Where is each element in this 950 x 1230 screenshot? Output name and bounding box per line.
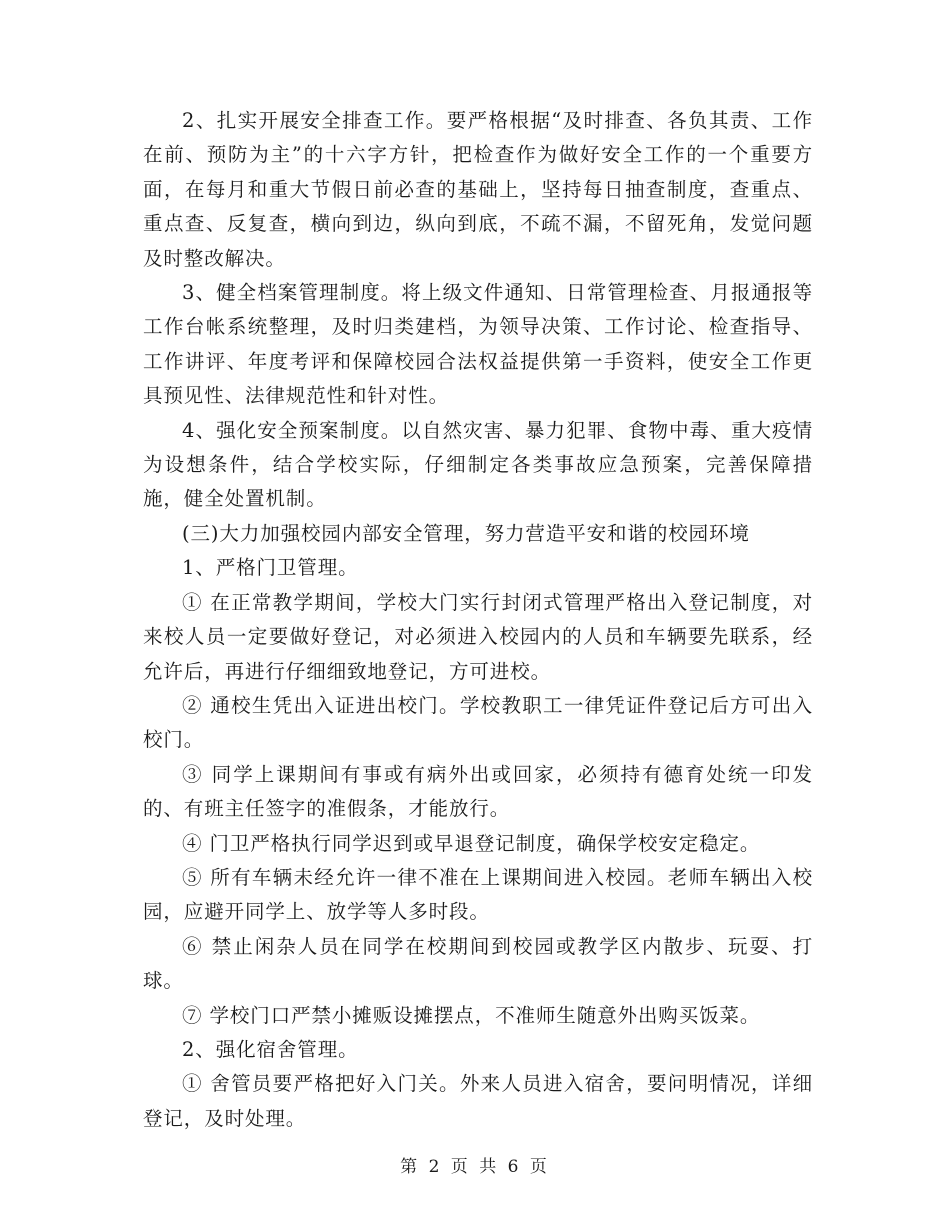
list-item-dorm-1: ① 舍管员要严格把好入门关。外来人员进入宿舍，要问明情况，详细登记，及时处理。: [143, 1072, 813, 1130]
list-item-gate-5: ⑤ 所有车辆未经允许一律不准在上课期间进入校园。老师车辆出入校园，应避开同学上、放学等人多时段。: [143, 865, 813, 924]
document-body: [143, 104, 813, 1136]
list-item-gate-2: ② 通校生凭出入证进出校门。学校教职工一律凭证件登记后方可出入校门。: [143, 693, 813, 752]
list-item-gate-3: ③ 同学上课期间有事或有病外出或回家，必须持有德育处统一印发的、有班主任签字的准假条，才能放行。: [143, 762, 813, 821]
paragraph-emergency-plan: 4、强化安全预案制度。以自然灾害、暴力犯罪、食物中毒、重大疫情为设想条件，结合学校实际，仔细制定各类事故应急预案，完善保障措施，健全处置机制。: [143, 418, 813, 511]
page-number-footer: 第 2 页 共 6 页: [400, 1157, 550, 1177]
subheading-dormitory-management: 2、强化宿舍管理。: [182, 1037, 359, 1061]
subheading-gate-management: 1、严格门卫管理。: [182, 556, 359, 580]
list-item-gate-1: ① 在正常教学期间，学校大门实行封闭式管理严格出入登记制度，对来校人员一定要做好登记，对必须进入校园内的人员和车辆要先联系，经允许后，再进行仔细细致地登记，方可进校。: [143, 590, 813, 683]
section-heading-internal-safety: (三)大力加强校园内部安全管理，努力营造平安和谐的校园环境: [182, 521, 750, 545]
list-item-gate-4: ④ 门卫严格执行同学迟到或早退登记制度，确保学校安定稳定。: [182, 831, 761, 855]
list-item-gate-7: ⑦ 学校门口严禁小摊贩设摊摆点，不准师生随意外出购买饭菜。: [182, 1003, 761, 1027]
list-item-gate-6: ⑥ 禁止闲杂人员在同学在校期间到校园或教学区内散步、玩耍、打球。: [143, 934, 813, 993]
paragraph-archive-management: 3、健全档案管理制度。将上级文件通知、日常管理检查、月报通报等工作台帐系统整理，及时归类建档，为领导决策、工作讨论、检查指导、工作讲评、年度考评和保障校园合法权益提供第一手资料，使安全工作更具预见性、法律规范性和针对性。: [143, 281, 813, 408]
paragraph-safety-inspection: 2、扎实开展安全排查工作。要严格根据“及时排查、各负其责、工作在前、预防为主”的十六字方针，把检查作为做好安全工作的一个重要方面，在每月和重大节假日前必查的基础上，坚持每日抽查制度，查重点、重点查、反复查，横向到边，纵向到底，不疏不漏，不留死角，发觉问题及时整改解决。: [143, 109, 813, 270]
